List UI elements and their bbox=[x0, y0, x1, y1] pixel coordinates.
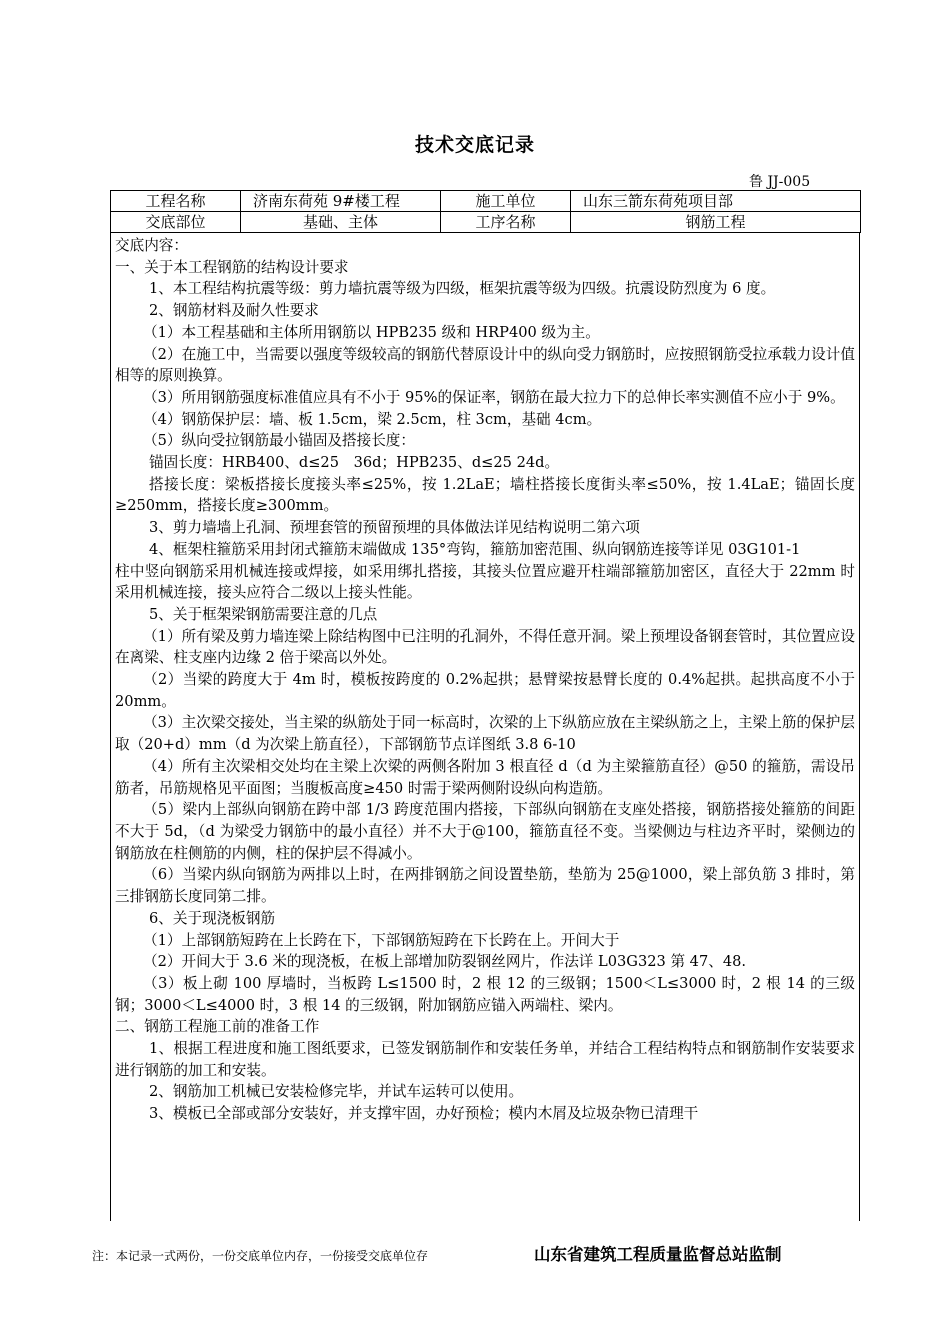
contractor-value: 山东三箭东荷苑项目部 bbox=[571, 191, 861, 212]
paragraph: 2、钢筋加工机械已安装检修完毕，并试车运转可以使用。 bbox=[149, 1083, 524, 1101]
paragraph: （3）主次梁交接处，当主梁的纵筋处于同一标高时，次梁的上下纵筋应放在主梁纵筋之上，主梁上筋的保护层取（20+d）mm（d 为次梁上筋直径），下部钢筋节点详图纸 3.8 6-10 bbox=[115, 714, 855, 754]
paragraph: （1）所有梁及剪力墙连梁上除结构图中已注明的孔洞外，不得任意开洞。梁上预埋设备钢套管时，其位置应设在离梁、柱支座内边缘 2 倍于梁高以外处。 bbox=[115, 627, 855, 667]
paragraph: （5）梁内上部纵向钢筋在跨中部 1/3 跨度范围内搭接，下部纵向钢筋在支座处搭接，钢筋搭接处箍筋的间距不大于 5d，（d 为梁受力钢筋中的最小直径）并不大于@100，箍筋直径不变。当梁侧边与柱边齐平时，梁侧边的钢筋放在柱侧筋的内侧，柱的保护层不得减小。 bbox=[115, 801, 855, 862]
paragraph: （6）当梁内纵向钢筋为两排以上时，在两排钢筋之间设置垫筋，垫筋为 25@1000，梁上部负筋 3 排时，第三排钢筋长度同第二排。 bbox=[115, 866, 855, 906]
info-table bbox=[110, 190, 861, 233]
paragraph: （3）所用钢筋强度标准值应具有不小于 95%的保证率，钢筋在最大拉力下的总伸长率实测值不应小于 9%。 bbox=[143, 388, 845, 406]
paragraph: 5、关于框架梁钢筋需要注意的几点 bbox=[149, 605, 378, 623]
process-name-value: 钢筋工程 bbox=[571, 212, 861, 233]
paragraph: 搭接长度：梁板搭接长度接头率≤25%，按 1.2LaE；墙柱搭接长度街头率≤50%，按 1.4LaE；锚固长度≥250mm，搭接长度≥300mm。 bbox=[115, 475, 855, 515]
paragraph: （2）当梁的跨度大于 4m 时，模板按跨度的 0.2%起拱；悬臂梁按悬臂长度的 0.4%起拱。起拱高度不小于 20mm。 bbox=[115, 671, 855, 710]
paragraph: 3、剪力墙墙上孔洞、预埋套管的预留预埋的具体做法详见结构说明二第六项 bbox=[149, 519, 640, 537]
footer-organization: 山东省建筑工程质量监督总站监制 bbox=[534, 1245, 782, 1264]
paragraph: 柱中竖向钢筋采用机械连接或焊接，如采用绑扎搭接，其接头位置应避开柱端部箍筋加密区，直径大于 22mm 时采用机械连接，接头应符合二级以上接头性能。 bbox=[115, 562, 855, 602]
paragraph: （4）所有主次梁相交处均在主梁上次梁的两侧各附加 3 根直径 d（d 为主梁箍筋直径）@50 的箍筋，需设吊筋者，吊筋规格见平面图；当腹板高度≥450 时需于梁两侧附设纵向构造筋。 bbox=[115, 757, 855, 797]
info-row-part bbox=[111, 212, 861, 233]
paragraph: （1）本工程基础和主体所用钢筋以 HPB235 级和 HRP400 级为主。 bbox=[143, 323, 600, 341]
paragraph: 4、框架柱箍筋采用封闭式箍筋末端做成 135°弯钩，箍筋加密范围、纵向钢筋连接等详见 03G101-1 bbox=[149, 540, 801, 558]
paragraph: 2、钢筋材料及耐久性要求 bbox=[149, 302, 319, 320]
paragraph: 锚固长度：HRB400、d≤25 36d；HPB235、d≤25 24d。 bbox=[149, 454, 560, 472]
briefing-part-value: 基础、主体 bbox=[241, 212, 441, 233]
paragraph: （1）上部钢筋短跨在上长跨在下，下部钢筋短跨在下长跨在上。开间大于 bbox=[143, 931, 620, 949]
paragraph: （3）板上砌 100 厚墙时，当板跨 L≤1500 时，2 根 12 的三级钢；1500＜L≤3000 时，2 根 14 的三级钢；3000＜L≤4000 时，3 根 14 的三级钢，附加钢筋应锚入两端柱、梁内。 bbox=[115, 974, 855, 1014]
paragraph: 1、本工程结构抗震等级：剪力墙抗震等级为四级，框架抗震等级为四级。抗震设防烈度为 6 度。 bbox=[149, 280, 776, 298]
paragraph: 3、模板已全部或部分安装好，并支撑牢固，办好预检；模内木屑及垃圾杂物已清理干 bbox=[149, 1105, 699, 1123]
project-name-label: 工程名称 bbox=[111, 191, 241, 212]
contractor-label: 施工单位 bbox=[441, 191, 571, 212]
section-heading: 一、关于本工程钢筋的结构设计要求 bbox=[115, 258, 349, 276]
process-name-label: 工序名称 bbox=[441, 212, 571, 233]
footer-note: 注：本记录一式两份，一份交底单位内存，一份接受交底单位存 bbox=[92, 1249, 429, 1263]
paragraph: 6、关于现浇板钢筋 bbox=[149, 909, 276, 927]
project-name-value: 济南东荷苑 9#楼工程 bbox=[241, 191, 441, 212]
paragraph: （4）钢筋保护层：墙、板 1.5cm，梁 2.5cm，柱 3cm，基础 4cm。 bbox=[143, 410, 602, 428]
briefing-content bbox=[110, 233, 860, 1221]
paragraph: （2）在施工中，当需要以强度等级较高的钢筋代替原设计中的纵向受力钢筋时，应按照钢筋受拉承载力设计值相等的原则换算。 bbox=[115, 345, 855, 385]
info-row-project bbox=[111, 191, 861, 212]
content-heading: 交底内容： bbox=[115, 237, 188, 254]
section-heading: 二、钢筋工程施工前的准备工作 bbox=[115, 1018, 320, 1036]
paragraph: （5）纵向受拉钢筋最小锚固及搭接长度： bbox=[143, 432, 415, 450]
paragraph: （2）开间大于 3.6 米的现浇板，在板上部增加防裂钢丝网片，作法详 L03G323 第 47、48. bbox=[143, 953, 747, 971]
paragraph: 1、根据工程进度和施工图纸要求，已签发钢筋制作和安装任务单，并结合工程结构特点和钢筋制作安装要求进行钢筋的加工和安装。 bbox=[115, 1040, 855, 1079]
briefing-part-label: 交底部位 bbox=[111, 212, 241, 233]
record-code: 鲁 JJ-005 bbox=[749, 174, 811, 190]
document-title: 技术交底记录 bbox=[414, 134, 535, 156]
